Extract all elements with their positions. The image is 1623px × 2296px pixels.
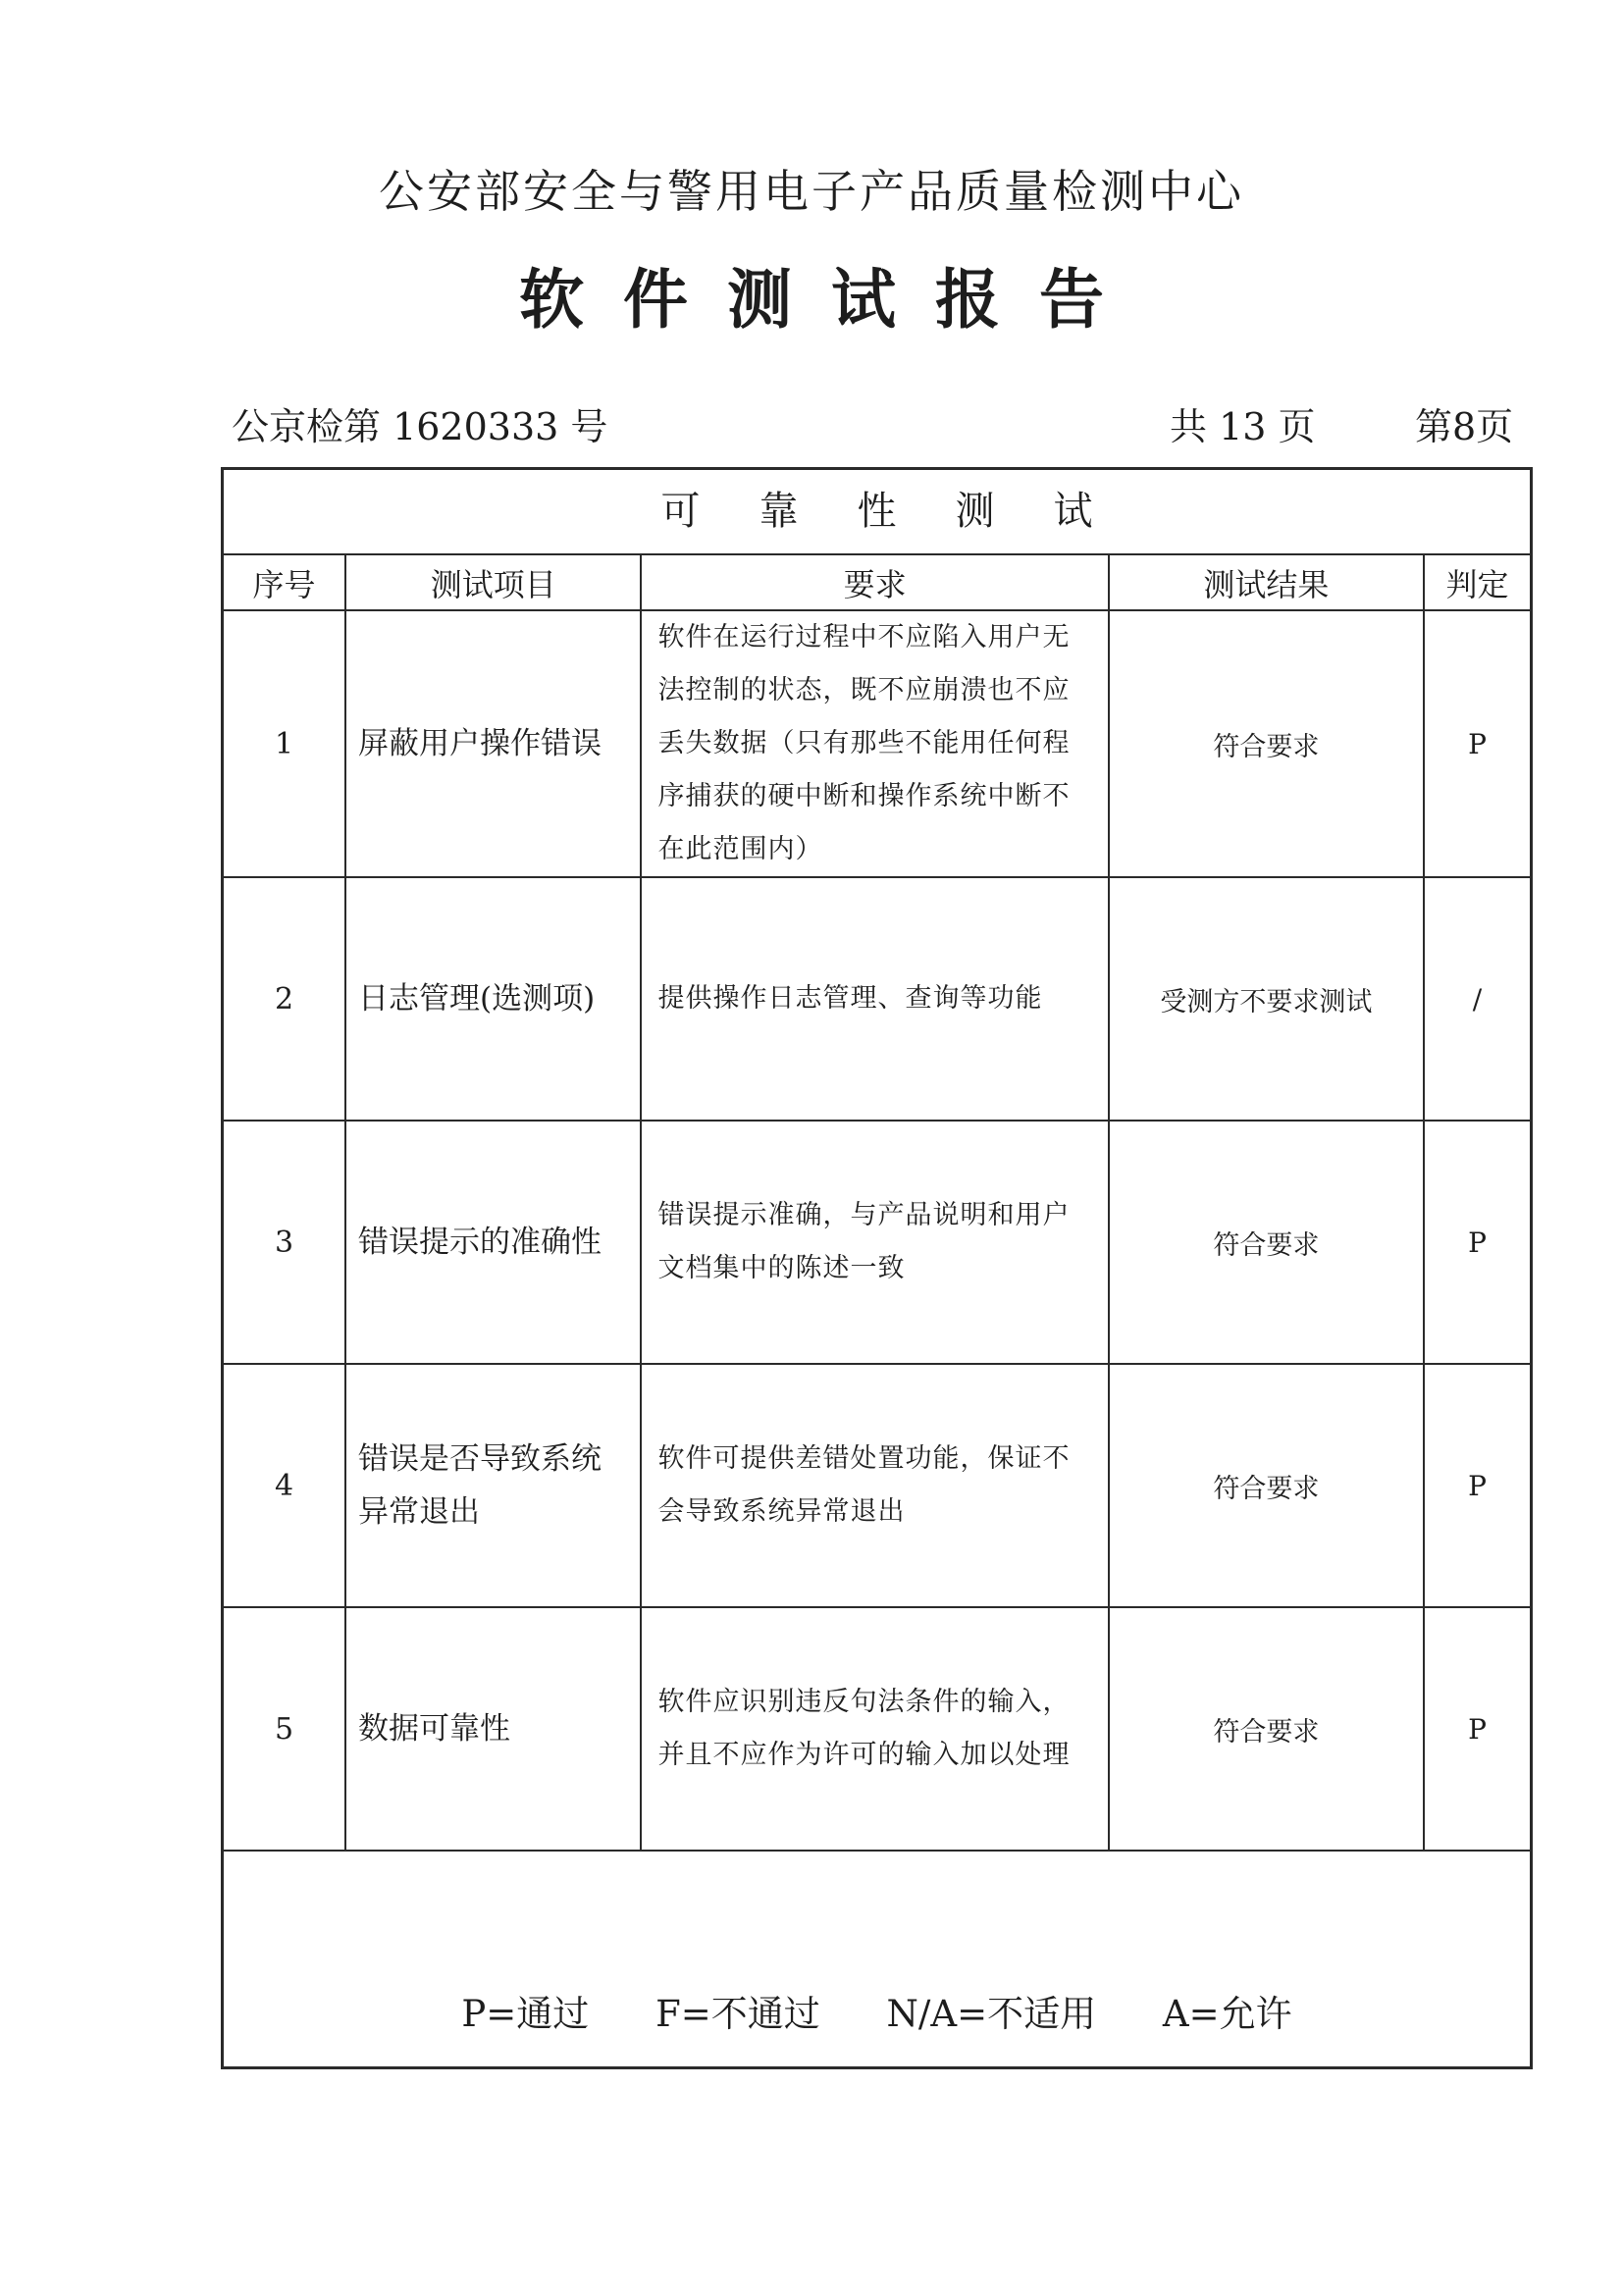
row-number: 2: [224, 877, 345, 1121]
report-title: 软件测试报告: [519, 261, 1143, 338]
requirement: 软件在运行过程中不应陷入用户无法控制的状态，既不应崩溃也不应丢失数据（只有那些不能用任何程序捕获的硬中断和操作系统中断不在此范围内）: [641, 610, 1108, 877]
table-header-row: [224, 554, 1530, 610]
verdict-legend: [224, 1961, 1530, 2066]
column-header-item: 测试项目: [345, 554, 641, 610]
verdict: P: [1424, 1607, 1530, 1851]
row-number: 1: [224, 610, 345, 877]
reliability-test-table: [224, 553, 1530, 1852]
column-header-result: 测试结果: [1109, 554, 1424, 610]
test-result: 符合要求: [1109, 610, 1424, 877]
total-pages: 共 13 页: [1170, 405, 1316, 448]
legend-fail: F=不通过: [655, 1993, 820, 2035]
test-item: 错误提示的准确性: [345, 1121, 641, 1364]
table-row: [224, 1121, 1530, 1364]
table-row: [224, 1364, 1530, 1607]
legend-allowed: A=允许: [1162, 1993, 1292, 2035]
legend-not-applicable: N/A=不适用: [886, 1993, 1097, 2035]
column-header-verdict: 判定: [1424, 554, 1530, 610]
test-result: 符合要求: [1109, 1364, 1424, 1607]
verdict: P: [1424, 610, 1530, 877]
row-number: 3: [224, 1121, 345, 1364]
requirement: 软件应识别违反句法条件的输入，并且不应作为许可的输入加以处理: [641, 1607, 1108, 1851]
test-result: 符合要求: [1109, 1121, 1424, 1364]
column-header-requirement: 要求: [641, 554, 1108, 610]
requirement: 提供操作日志管理、查询等功能: [641, 877, 1108, 1121]
section-title: 可靠性测试: [660, 489, 1152, 534]
verdict: P: [1424, 1364, 1530, 1607]
test-item: 错误是否导致系统异常退出: [345, 1364, 641, 1607]
table-row: [224, 877, 1530, 1121]
verdict: P: [1424, 1121, 1530, 1364]
requirement: 错误提示准确，与产品说明和用户文档集中的陈述一致: [641, 1121, 1108, 1364]
document-number: 公京检第 1620333 号: [232, 405, 608, 448]
row-number: 5: [224, 1607, 345, 1851]
test-item: 屏蔽用户操作错误: [345, 610, 641, 877]
organization-name: 公安部安全与警用电子产品质量检测中心: [379, 165, 1244, 218]
page-number: 第8页: [1415, 405, 1514, 448]
test-item: 日志管理(选测项): [345, 877, 641, 1121]
verdict: /: [1424, 877, 1530, 1121]
requirement: 软件可提供差错处置功能，保证不会导致系统异常退出: [641, 1364, 1108, 1607]
legend-pass: P=通过: [461, 1993, 590, 2035]
test-result: 符合要求: [1109, 1607, 1424, 1851]
test-table-frame: [221, 467, 1533, 2069]
row-number: 4: [224, 1364, 345, 1607]
test-item: 数据可靠性: [345, 1607, 641, 1851]
test-result: 受测方不要求测试: [1109, 877, 1424, 1121]
column-header-no: 序号: [224, 554, 345, 610]
table-row: [224, 1607, 1530, 1851]
table-row: [224, 610, 1530, 877]
